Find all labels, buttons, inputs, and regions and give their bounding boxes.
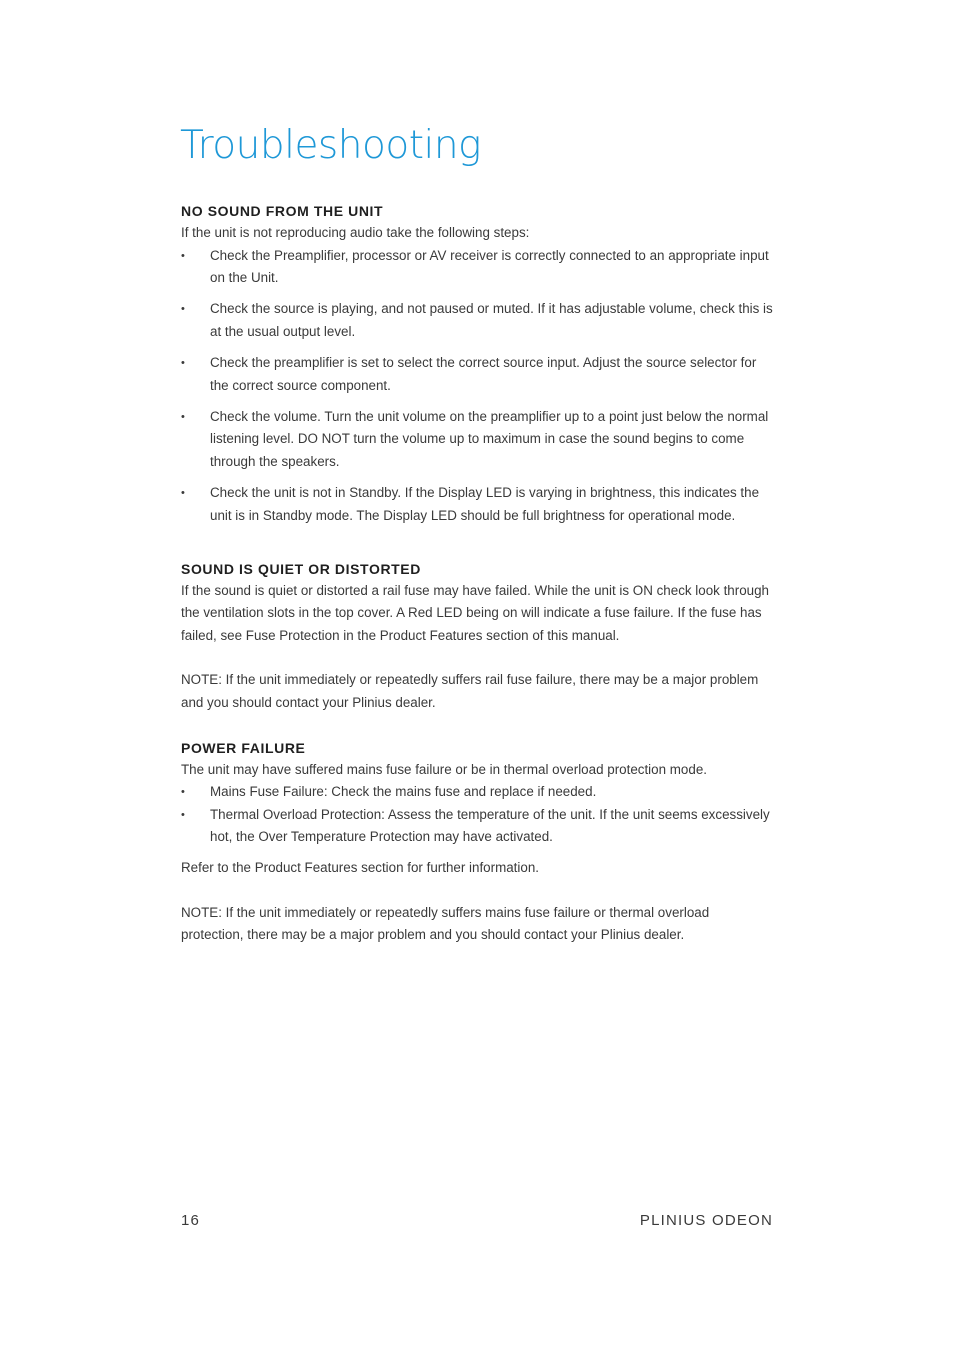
section-refer: Refer to the Product Features section for further information. bbox=[181, 859, 539, 875]
section-heading: POWER FAILURE bbox=[181, 739, 306, 756]
section-heading: NO SOUND FROM THE UNIT bbox=[181, 203, 384, 219]
steps-list bbox=[181, 245, 775, 528]
section-no-sound bbox=[181, 200, 775, 527]
list-item: • Check the source is playing, and not paused or muted. If it has adjustable volume, check this is at the usual output level. bbox=[181, 298, 775, 343]
section-intro: If the unit is not reproducing audio take the following steps: bbox=[181, 225, 530, 240]
list-item: • Check the preamplifier is set to select the correct source input. Adjust the source selector for the correct source component. bbox=[181, 352, 775, 397]
list-item: • Check the volume. Turn the unit volume on the preamplifier up to a point just below the normal listening level. DO NOT turn the volume up to maximum in case the sound begins to come through the speakers. bbox=[181, 406, 775, 474]
list-item: • Check the Preamplifier, processor or AV receiver is correctly connected to an appropriate input on the Unit. bbox=[181, 245, 775, 290]
list-item: • Check the unit is not in Standby. If the Display LED is varying in brightness, this indicates the unit is in Standby mode. The Display LED should be full brightness for operational mode. bbox=[181, 482, 775, 527]
section-paragraph: If the sound is quiet or distorted a rail fuse may have failed. While the unit is ON check look through the ventilation slots in the top cover. A Red LED being on will indicate a fuse failure. If the fuse has failed, see Fuse Protection in the Product Features section of this manual. bbox=[181, 582, 770, 643]
list-item: • Mains Fuse Failure: Check the mains fuse and replace if needed. bbox=[181, 781, 775, 804]
section-heading: SOUND IS QUIET OR DISTORTED bbox=[181, 560, 421, 577]
section-note: NOTE: If the unit immediately or repeatedly suffers rail fuse failure, there may be a major problem and you should contact your Plinius dealer. bbox=[181, 672, 759, 710]
product-name: PLINIUS ODEON bbox=[639, 1212, 773, 1229]
section-note: NOTE: If the unit immediately or repeatedly suffers mains fuse failure or thermal overload protection, there may be a major problem and you should contact your Plinius dealer. bbox=[181, 904, 710, 943]
section-power-failure bbox=[181, 737, 775, 947]
list-item: • Thermal Overload Protection: Assess the temperature of the unit. If the unit seems excessively hot, the Over Temperature Protection may have activated. bbox=[181, 804, 775, 849]
causes-list bbox=[181, 781, 775, 849]
page-number: 16 bbox=[181, 1212, 201, 1229]
page-content bbox=[181, 200, 775, 947]
section-quiet-distorted bbox=[181, 558, 775, 715]
page-footer bbox=[181, 1212, 773, 1229]
page-title: Troubleshooting bbox=[180, 123, 481, 168]
section-intro: The unit may have suffered mains fuse failure or be in thermal overload protection mode. bbox=[181, 761, 707, 777]
